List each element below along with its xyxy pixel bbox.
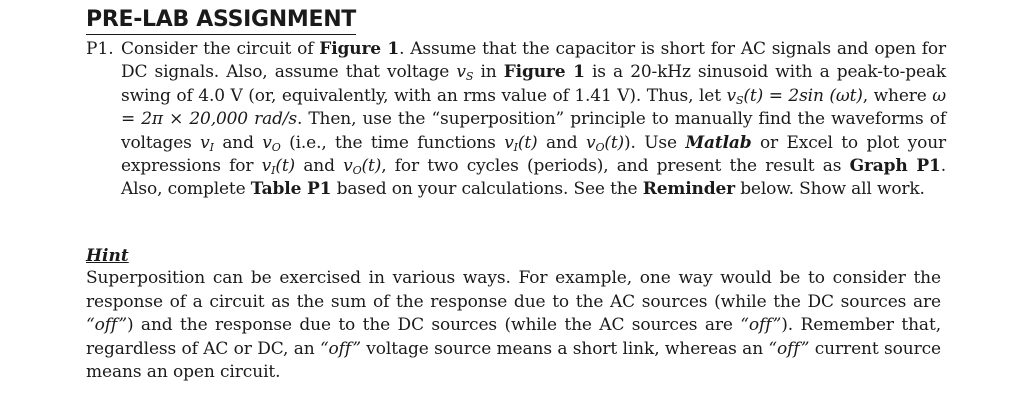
text-segment: Superposition can be exercised in various ways. For example, one way would be to consider the response of a circuit as the sum of the response due to the AC sources (while the DC sources are — [86, 268, 941, 312]
off-quote: “off” — [86, 315, 127, 336]
text-segment: ). Remember that, regardless of AC or DC, an — [86, 315, 941, 359]
var-vs: $v_S$ — [456, 62, 474, 84]
text-segment: below. Show all work. — [734, 179, 925, 200]
text-segment: . Also, complete — [121, 156, 946, 200]
text-segment: based on your calculations. See the — [331, 179, 643, 200]
text-segment: and — [537, 132, 586, 153]
off-quote: “off” — [768, 338, 810, 359]
reminder-ref: Reminder — [642, 179, 735, 200]
hint-text — [86, 267, 941, 385]
matlab-ref: Matlab — [685, 132, 752, 153]
text-segment: or Excel to plot your expressions for — [121, 132, 946, 177]
text-segment: voltage source means a short link, whereas an — [360, 338, 769, 359]
text-segment: and — [295, 156, 344, 177]
text-segment: . Assume that the capacitor is short for AC signals and open for DC signals. Also, assume that voltage — [121, 39, 946, 83]
text-segment: , for two cycles (periods), and present the result as — [381, 156, 850, 177]
equation-omega: ω = 2π × 20,000 rad/s — [121, 85, 947, 130]
text-segment: current source means an open circuit. — [86, 338, 941, 383]
var-vo: $v_O$ — [262, 132, 281, 154]
figure-ref: Figure 1 — [319, 39, 400, 59]
problem-text — [121, 38, 946, 202]
var-vi-t: $v_I(t)$ — [261, 156, 296, 177]
text-segment: ) and the response due to the DC sources (while the AC sources are — [126, 315, 741, 336]
text-segment: and — [213, 132, 263, 153]
text-segment: , where — [862, 85, 933, 106]
hint-section — [86, 245, 941, 385]
table-ref: Table P1 — [250, 179, 332, 200]
var-vi-t: $v_I(t)$ — [504, 132, 538, 154]
page-title: PRE-LAB ASSIGNMENT — [86, 6, 356, 35]
problem-number: P1. — [86, 39, 114, 59]
text-segment: is a 20-kHz sinusoid with a peak-to-peak swing of 4.0 V (or, equivalently, with an rms value of 1.41 V). Thus, let — [121, 62, 947, 106]
text-segment: ). Use — [624, 132, 686, 153]
var-vo-t: $v_O(t)$ — [585, 132, 625, 154]
var-vi: $v_I$ — [200, 132, 214, 154]
graph-ref: Graph P1 — [849, 156, 941, 177]
text-segment: . Then, use the “superposition” principle to manually find the waveforms of voltages — [121, 109, 946, 153]
text-segment: in — [473, 62, 504, 83]
off-quote: “off” — [319, 338, 361, 359]
text-segment: Consider the circuit of — [121, 39, 320, 59]
equation-vs: $v_S(t) = 2\sin$ (ωt) — [726, 85, 863, 107]
var-vo-t: $v_O(t)$ — [343, 156, 382, 177]
hint-title: Hint — [86, 246, 129, 266]
figure-ref: Figure 1 — [503, 62, 585, 83]
problem-p1 — [86, 38, 946, 202]
text-segment: (i.e., the time functions — [280, 132, 505, 153]
off-quote: “off” — [740, 315, 782, 336]
